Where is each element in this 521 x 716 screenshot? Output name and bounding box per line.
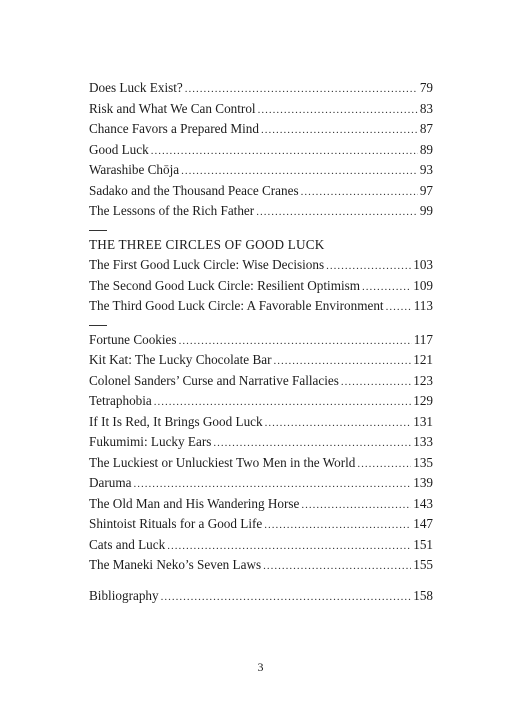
toc-entry[interactable] — [89, 201, 433, 222]
toc-entry-page: 93 — [419, 162, 433, 177]
dot-leader — [161, 587, 412, 608]
toc-entry-title: Tetraphobia — [89, 393, 152, 408]
toc-entry[interactable] — [89, 473, 433, 494]
toc-entry-page: 89 — [419, 141, 433, 157]
toc-entry-title: Fortune Cookies — [89, 331, 177, 347]
toc-entry-title: The Luckiest or Unluckiest Two Men in the World — [89, 454, 356, 470]
toc-entry[interactable] — [89, 391, 433, 412]
dot-leader — [154, 392, 411, 413]
toc-entry-page: 158 — [413, 587, 433, 603]
toc-entry-page: 123 — [413, 372, 433, 388]
toc-group-a — [89, 78, 433, 222]
toc-entry[interactable] — [89, 99, 433, 120]
dot-leader — [274, 351, 412, 372]
toc-entry[interactable] — [89, 412, 433, 433]
dot-leader — [362, 277, 411, 298]
dot-leader — [264, 515, 411, 536]
toc-entry-page: 151 — [413, 536, 433, 552]
toc-entry-title: Daruma — [89, 475, 132, 490]
dot-leader — [151, 141, 418, 162]
dot-leader — [386, 297, 412, 318]
toc-entry-title: Cats and Luck — [89, 536, 166, 552]
dot-leader — [357, 454, 411, 475]
dot-leader — [258, 100, 418, 121]
toc-entry[interactable] — [89, 453, 433, 474]
toc-entry[interactable] — [89, 296, 433, 317]
toc-entry-title: Colonel Sanders’ Curse and Narrative Fallacies — [89, 372, 339, 388]
toc-entry[interactable] — [89, 432, 433, 453]
toc-entry[interactable] — [89, 514, 433, 535]
toc-entry[interactable] — [89, 330, 433, 351]
toc-entry[interactable] — [89, 140, 433, 161]
toc-entry-page: 83 — [419, 100, 433, 116]
toc-entry-title: Chance Favors a Prepared Mind — [89, 121, 259, 136]
toc-entry[interactable] — [89, 119, 433, 140]
toc-entry[interactable] — [89, 535, 433, 556]
toc-entry-page: 155 — [413, 557, 433, 572]
toc-group-b — [89, 255, 433, 317]
toc-entry-page: 131 — [413, 413, 433, 429]
toc-entry-page: 113 — [413, 298, 433, 313]
toc-entry-title: Kit Kat: The Lucky Chocolate Bar — [89, 352, 272, 367]
toc-entry-title: Good Luck — [89, 141, 149, 157]
toc-entry-page: 133 — [413, 434, 433, 449]
section-divider — [89, 325, 107, 326]
spacer — [89, 576, 433, 586]
dot-leader — [185, 79, 418, 100]
toc-entry-page: 129 — [413, 393, 433, 408]
toc-entry-title: Sadako and the Thousand Peace Cranes — [89, 182, 299, 198]
toc-entry-title: The Old Man and His Wandering Horse — [89, 495, 300, 511]
toc-entry-title: If It Is Red, It Brings Good Luck — [89, 413, 263, 429]
dot-leader — [167, 536, 411, 557]
toc-entry-title: Shintoist Rituals for a Good Life — [89, 516, 263, 531]
toc-entry[interactable] — [89, 350, 433, 371]
dot-leader — [181, 161, 418, 182]
toc-entry-title: The Maneki Neko’s Seven Laws — [89, 557, 262, 572]
toc-entry-page: 103 — [413, 257, 433, 272]
toc-entry[interactable] — [89, 255, 433, 276]
dot-leader — [261, 120, 418, 141]
toc-entry-page: 117 — [413, 331, 433, 347]
section-divider — [89, 230, 107, 231]
dot-leader — [133, 474, 411, 495]
toc-entry-title: Warashibe Chōja — [89, 162, 180, 177]
dot-leader — [301, 495, 411, 516]
toc-entry-page: 99 — [419, 203, 433, 218]
toc-entry-title: The Third Good Luck Circle: A Favorable Environment — [89, 298, 384, 313]
toc-entry-title: Risk and What We Can Control — [89, 100, 256, 116]
toc-group-c — [89, 330, 433, 576]
toc-entry[interactable] — [89, 78, 433, 99]
dot-leader — [341, 372, 411, 393]
toc-entry-page: 97 — [419, 182, 433, 198]
toc-entry-page: 139 — [413, 475, 433, 490]
table-of-contents — [89, 78, 433, 606]
toc-entry-page: 109 — [413, 277, 433, 293]
toc-entry-title: Does Luck Exist? — [89, 80, 183, 95]
toc-entry[interactable] — [89, 276, 433, 297]
page-number: 3 — [257, 660, 264, 674]
toc-entry[interactable] — [89, 586, 433, 607]
toc-entry[interactable] — [89, 555, 433, 576]
toc-entry-page: 143 — [413, 495, 433, 511]
toc-entry-page: 121 — [413, 352, 433, 367]
dot-leader — [256, 202, 418, 223]
dot-leader — [179, 331, 412, 352]
toc-entry-title: Bibliography — [89, 587, 159, 603]
toc-entry-title: The Lessons of the Rich Father — [89, 203, 255, 218]
toc-entry-title: The First Good Luck Circle: Wise Decisions — [89, 257, 325, 272]
toc-entry-page: 87 — [419, 121, 433, 136]
toc-entry-title: Fukumimi: Lucky Ears — [89, 434, 212, 449]
toc-entry-title: The Second Good Luck Circle: Resilient Optimism — [89, 277, 361, 293]
toc-entry-page: 135 — [413, 454, 433, 470]
dot-leader — [326, 256, 411, 277]
section-heading: THE THREE CIRCLES OF GOOD LUCK — [89, 236, 325, 252]
toc-entry[interactable] — [89, 160, 433, 181]
toc-group-d — [89, 586, 433, 607]
toc-entry-page: 147 — [413, 516, 433, 531]
dot-leader — [265, 413, 412, 434]
dot-leader — [301, 182, 418, 203]
dot-leader — [263, 556, 411, 577]
toc-entry-page: 79 — [419, 80, 433, 95]
toc-entry[interactable] — [89, 371, 433, 392]
toc-entry[interactable] — [89, 494, 433, 515]
toc-entry[interactable] — [89, 181, 433, 202]
dot-leader — [213, 433, 411, 454]
